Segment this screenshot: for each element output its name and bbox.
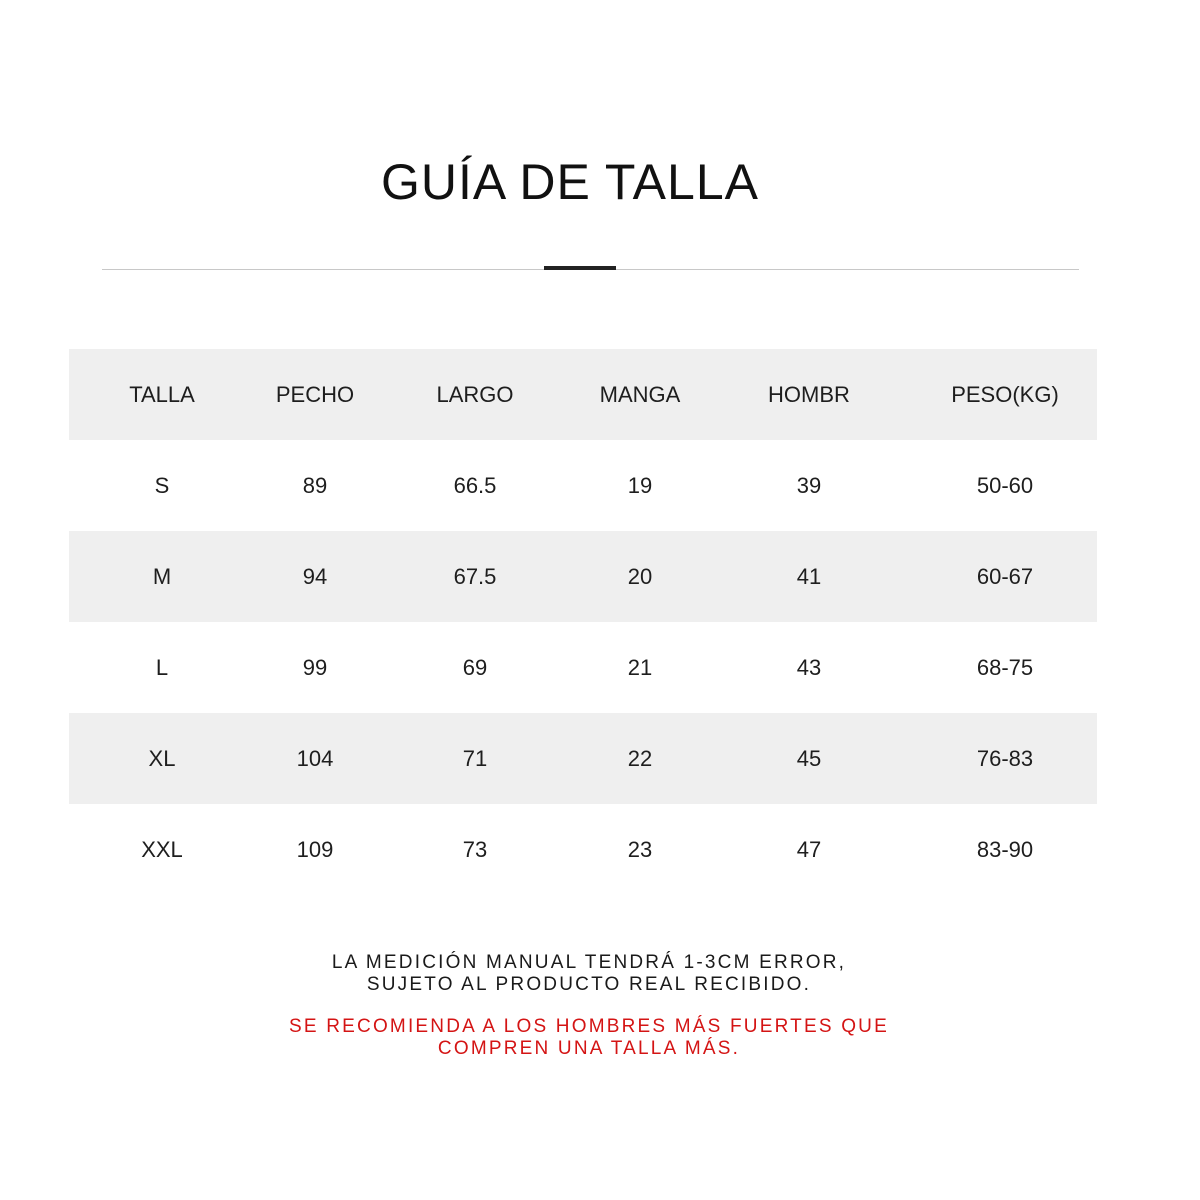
table-row: [69, 713, 1097, 804]
recommendation-note-line-2: COMPREN UNA TALLA MÁS.: [437, 1038, 741, 1059]
column-header-peso: PESO(KG): [913, 349, 1097, 440]
cell-peso: 60-67: [913, 531, 1097, 622]
cell-pecho: 109: [296, 836, 334, 862]
cell-peso: 50-60: [976, 472, 1034, 498]
measurement-note-line-2: SUJETO AL PRODUCTO REAL RECIBIDO.: [366, 974, 812, 995]
cell-talla: S: [154, 472, 170, 498]
cell-talla: L: [155, 654, 169, 680]
cell-hombr: 39: [796, 472, 822, 498]
column-header-manga: MANGA: [575, 349, 705, 440]
recommendation-note: [0, 1016, 1178, 1060]
table-row: [69, 531, 1097, 622]
column-header-hombr: HOMBR: [705, 349, 913, 440]
cell-manga: 22: [575, 713, 705, 804]
cell-peso: 76-83: [913, 713, 1097, 804]
cell-peso: 68-75: [976, 654, 1034, 680]
title-divider-accent: [544, 266, 616, 270]
column-header-largo: LARGO: [375, 349, 575, 440]
cell-manga: 20: [575, 531, 705, 622]
table-row: [69, 440, 1097, 531]
cell-largo: 67.5: [375, 531, 575, 622]
cell-largo: 69: [462, 654, 488, 680]
cell-manga: 21: [627, 654, 653, 680]
cell-talla: M: [69, 531, 255, 622]
cell-pecho: 94: [255, 531, 375, 622]
cell-hombr: 47: [796, 836, 822, 862]
size-chart-table: [69, 349, 1097, 895]
measurement-note: [0, 952, 1178, 996]
cell-largo: 73: [462, 836, 488, 862]
cell-manga: 23: [627, 836, 653, 862]
column-header-talla: TALLA: [69, 349, 255, 440]
cell-hombr: 41: [705, 531, 913, 622]
measurement-note-line-1: LA MEDICIÓN MANUAL TENDRÁ 1-3CM ERROR,: [331, 952, 847, 973]
cell-peso: 83-90: [976, 836, 1034, 862]
cell-pecho: 99: [302, 654, 328, 680]
cell-manga: 19: [627, 472, 653, 498]
recommendation-note-line-1: SE RECOMIENDA A LOS HOMBRES MÁS FUERTES QUE: [289, 1016, 889, 1037]
table-header-row: [69, 349, 1097, 440]
cell-largo: 66.5: [453, 472, 497, 498]
cell-talla: XXL: [141, 836, 183, 862]
cell-largo: 71: [375, 713, 575, 804]
cell-hombr: 43: [796, 654, 822, 680]
cell-pecho: 89: [302, 472, 328, 498]
cell-pecho: 104: [255, 713, 375, 804]
column-header-pecho: PECHO: [255, 349, 375, 440]
cell-talla: XL: [69, 713, 255, 804]
table-row: [69, 804, 1097, 895]
cell-hombr: 45: [705, 713, 913, 804]
table-row: [69, 622, 1097, 713]
page-title: GUÍA DE TALLA: [381, 154, 759, 210]
